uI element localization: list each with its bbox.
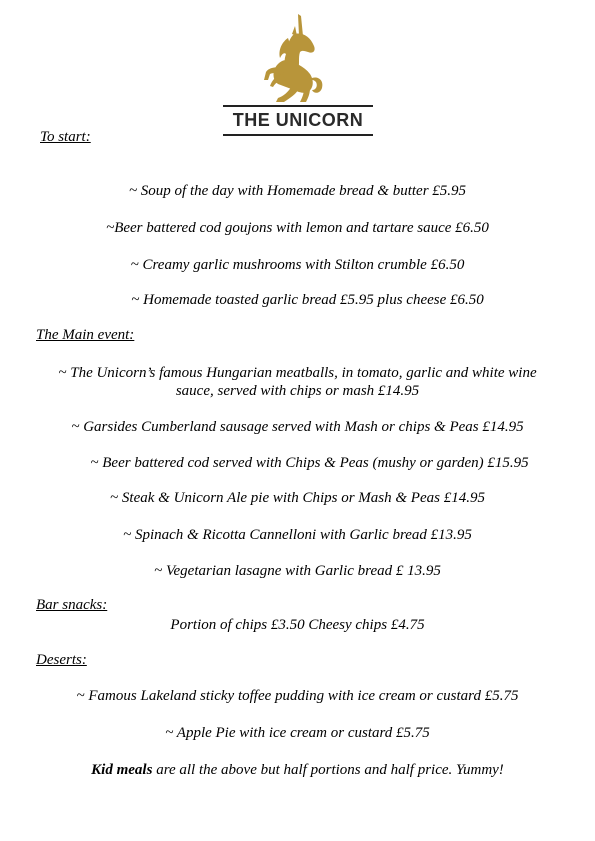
main-item: ~ Vegetarian lasagne with Garlic bread £ 13.95 xyxy=(154,563,441,579)
section-heading-starters: To start: xyxy=(40,129,91,145)
section-heading-desserts: Deserts: xyxy=(36,652,87,668)
kids-meal-note xyxy=(0,761,595,779)
logo-top-rule xyxy=(223,105,373,107)
starter-item: ~ Homemade toasted garlic bread £5.95 plus cheese £6.50 xyxy=(131,292,484,308)
main-item: ~ Steak & Unicorn Ale pie with Chips or Mash & Peas £14.95 xyxy=(110,490,485,506)
section-heading-mains: The Main event: xyxy=(36,327,135,343)
main-item: ~ Garsides Cumberland sausage served with Mash or chips & Peas £14.95 xyxy=(71,419,524,435)
kids-meal-label: Kid meals xyxy=(91,762,153,778)
bar-snacks-line: Portion of chips £3.50 Cheesy chips £4.75 xyxy=(170,617,425,633)
logo xyxy=(0,14,595,138)
logo-bottom-rule xyxy=(223,134,373,136)
dessert-item: ~ Apple Pie with ice cream or custard £5.75 xyxy=(165,725,430,741)
main-item: ~ Spinach & Ricotta Cannelloni with Garlic bread £13.95 xyxy=(123,527,472,543)
main-item: ~ Beer battered cod served with Chips & Peas (mushy or garden) £15.95 xyxy=(90,455,529,471)
main-item-continued: sauce, served with chips or mash £14.95 xyxy=(175,383,420,399)
unicorn-emblem-icon xyxy=(258,14,326,104)
dessert-item: ~ Famous Lakeland sticky toffee pudding with ice cream or custard £5.75 xyxy=(76,688,519,704)
section-heading-bar-snacks: Bar snacks: xyxy=(36,597,108,613)
kids-meal-text: are all the above but half portions and half price. Yummy! xyxy=(152,762,504,778)
starter-item: ~ Soup of the day with Homemade bread & butter £5.95 xyxy=(128,183,467,199)
main-item: ~ The Unicorn’s famous Hungarian meatballs, in tomato, garlic and white wine xyxy=(58,365,537,381)
brand-wordmark: THE UNICORN xyxy=(232,110,364,130)
starter-item: ~ Creamy garlic mushrooms with Stilton crumble £6.50 xyxy=(130,257,465,273)
starter-item: ~Beer battered cod goujons with lemon and tartare sauce £6.50 xyxy=(106,220,489,236)
